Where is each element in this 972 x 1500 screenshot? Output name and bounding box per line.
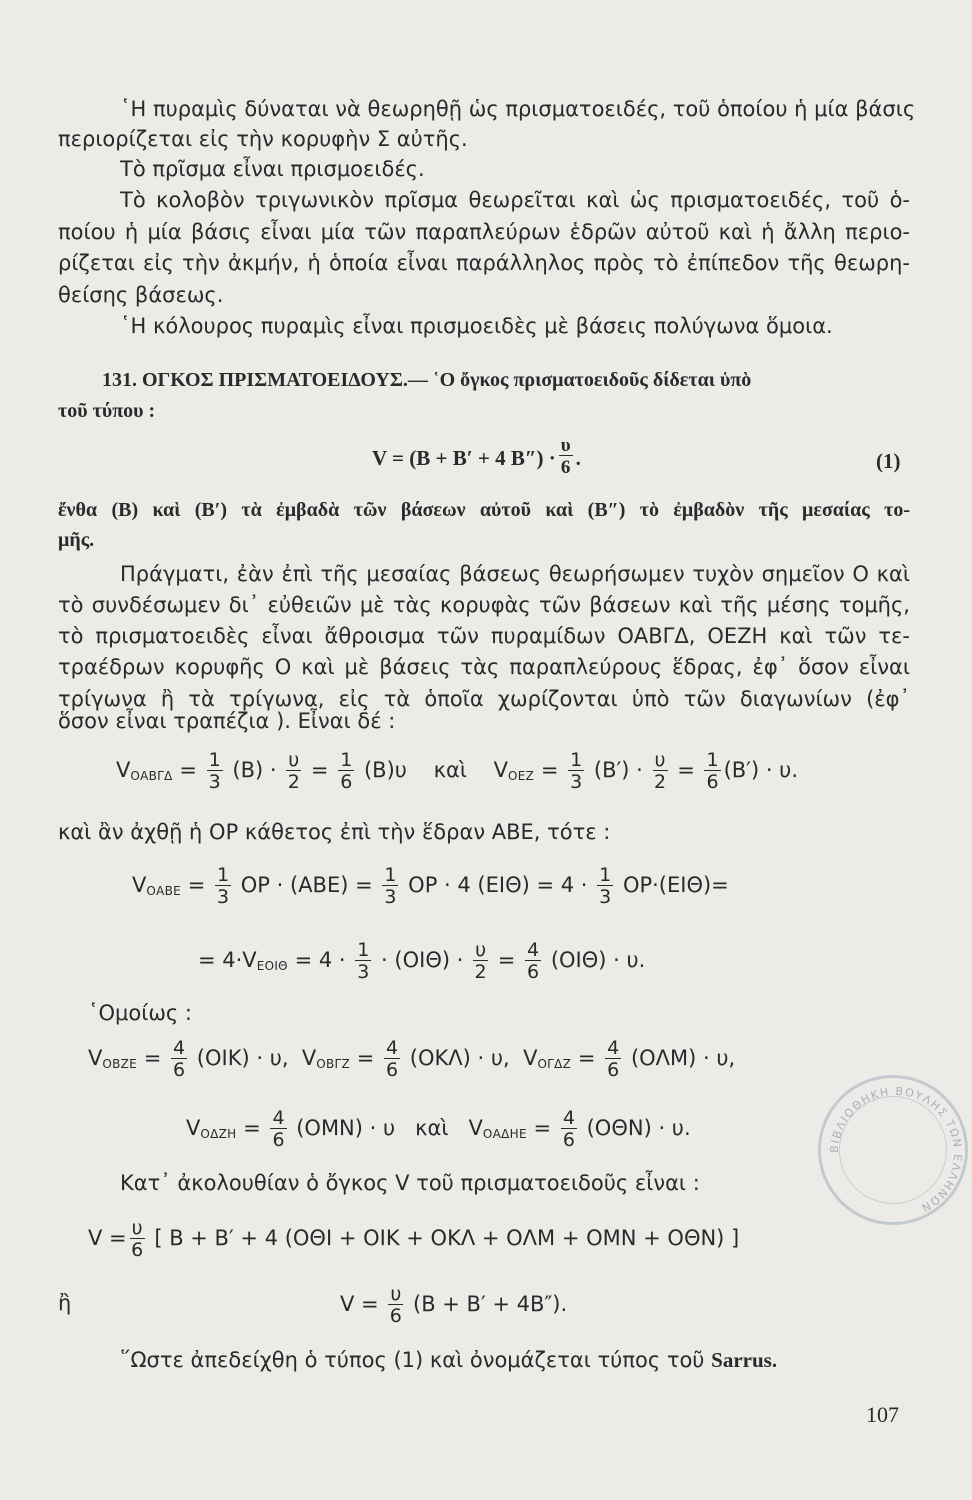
- library-stamp-text: [821, 1078, 971, 1228]
- equation-5: $V_{O\Delta ZH}$ = $\frac{4}{6}$ (ΟΜΝ) · υ καὶ $V_{OA\Delta HE}$ = $\frac{4}{6}$ (ΟΘΝ) · υ.: [186, 1106, 691, 1151]
- formula-label: (1): [876, 449, 901, 473]
- text-line: τὸ συνδέσωμεν δι᾿ εὐθειῶν μὲ τὰς κορυφὰς τῶν βάσεων καὶ τῆς μέσης τομῆς,: [58, 593, 910, 617]
- formula-lhs: V = (B + B′ + 4 B″) ·: [372, 446, 556, 470]
- prismatoid-formula: V = (B + B′ + 4 B″) · $\frac{\upsilon}{6}$ .: [372, 435, 581, 478]
- text-line: ποίου ἡ μία βάσις εἶναι μία τῶν παραπλεύρων ἑδρῶν αὐτοῦ καὶ ἡ ἄλλη περιο-: [58, 220, 910, 244]
- equation-7: V = $\frac{\upsilon}{6}$ (Β + Β′ + 4Β″).: [340, 1282, 568, 1327]
- section-heading: 131. ΟΓΚΟΣ ΠΡΙΣΜΑΤΟΕΙΔΟΥΣ.—: [102, 369, 428, 391]
- equation-4: $V_{OBZE}$ = $\frac{4}{6}$ (ΟΙΚ) · υ, $V_{OB\Gamma Z}$ = $\frac{4}{6}$ (ΟΚΛ) · υ, $V_{O\Gamma\Delta Z}$ = $\frac{4}{6}$ (ΟΛΜ) · υ,: [88, 1036, 736, 1081]
- sarrus-name: Sarrus.: [711, 1348, 778, 1372]
- text-line: Τὸ πρῖσμα εἶναι πρισμοειδές.: [120, 157, 425, 181]
- text-line: Τὸ κολοβὸν τριγωνικὸν πρῖσμα θεωρεῖται καὶ ὡς πρισματοειδές, τοῦ ὁ-: [120, 188, 910, 212]
- text-line: ῾Η πυραμὶς δύναται νὰ θεωρηθῇ ὡς πρισματοειδές, τοῦ ὁποίου ἡ μία βάσις: [120, 97, 916, 121]
- text-line: ῾Ομοίως :: [88, 1001, 193, 1025]
- text-line: καὶ ἂν ἀχθῇ ἡ ΟΡ κάθετος ἐπὶ τὴν ἕδραν ΑΒΕ, τότε :: [58, 820, 611, 844]
- text-line: ὅσον εἶναι τραπέζια ). Εἶναι δέ :: [58, 709, 396, 733]
- text-line: τραέδρων κορυφῆς Ο καὶ μὲ βάσεις τὰς παραπλεύρους ἕδρας, ἐφ᾿ ὅσον εἶναι: [58, 655, 910, 679]
- library-stamp: [818, 1075, 968, 1225]
- formula-denominator: 6: [560, 457, 571, 478]
- text-line: Κατ᾿ ἀκολουθίαν ὁ ὄγκος V τοῦ πρισματοειδοῦς εἶναι :: [120, 1171, 700, 1195]
- equation-1: $V_{OAB\Gamma\Delta}$ = $\frac{1}{3}$ (Β) · $\frac{\upsilon}{2}$ = $\frac{1}{6}$ (Β)υ καὶ $V_{OEZ}$ = $\frac{1}{3}$ (Β′) · $\frac{\upsilon}{2}$ = $\frac{1}{6}$ (Β′) · υ.: [116, 748, 798, 793]
- equation-3: = $4\cdot V_{EOI\Theta} = 4$ · $\frac{1}{3}$ · (ΟΙΘ) · $\frac{\upsilon}{2}$ = $\frac{4}{6}$ (ΟΙΘ) · υ.: [198, 938, 646, 983]
- formula-numerator: υ: [560, 435, 571, 456]
- text-line: ἔνθα (B) καὶ (B′) τὰ ἐμβαδὰ τῶν βάσεων αὐτοῦ καὶ (B″) τὸ ἐμβαδὸν τῆς μεσαίας το-: [58, 499, 910, 521]
- text-line: ρίζεται εἰς τὴν ἀκμήν, ἡ ὁποία εἶναι παράλληλος πρὸς τὸ ἐπίπεδον τῆς θεωρη-: [58, 251, 910, 275]
- text-line: Πράγματι, ἐὰν ἐπὶ τῆς μεσαίας βάσεως θεωρήσωμεν τυχὸν σημεῖον Ο καὶ: [120, 562, 910, 586]
- section-intro: ῾Ο ὄγκος πρισματοειδοῦς δίδεται ὑπὸ: [432, 369, 752, 391]
- text-line: τρίγωνα ἢ τὰ τρίγωνα, εἰς τὰ ὁποῖα χωρίζονται ὑπὸ τῶν διαγωνίων (ἐφ᾿: [58, 687, 910, 711]
- svg-text:ΒΙΒΛΙΟΘΗΚΗ ΒΟΥΛΗΣ ΤΩΝ ΕΛΛΗΝΩΝ: ΒΙΒΛΙΟΘΗΚΗ ΒΟΥΛΗΣ ΤΩΝ ΕΛΛΗΝΩΝ: [827, 1084, 965, 1215]
- section-heading-line: [102, 367, 751, 393]
- equation-6: V = $\frac{\upsilon}{6}$ [ Β + Β′ + 4 (ΟΘΙ + ΟΙΚ + ΟΚΛ + ΟΛΜ + ΟΜΝ + ΟΘΝ) ]: [88, 1216, 740, 1261]
- equation-2: $V_{OABE}$ = $\frac{1}{3}$ ΟΡ · (ΑΒΕ) = $\frac{1}{3}$ ΟΡ · 4 (ΕΙΘ) = 4 · $\frac{1}{3}$ ΟΡ·(ΕΙΘ)=: [132, 863, 729, 908]
- conclusion-line: ῞Ωστε ἀπεδείχθη ὁ τύπος (1) καὶ ὀνομάζεται τύπος τοῦ Sarrus.: [120, 1348, 778, 1372]
- page-number: 107: [866, 1402, 899, 1427]
- text-line: περιορίζεται εἰς τὴν κορυφὴν Σ αὐτῆς.: [58, 127, 468, 151]
- text-line: ἢ: [58, 1291, 72, 1315]
- section-intro-2: τοῦ τύπου :: [58, 400, 156, 422]
- text-line: θείσης βάσεως.: [58, 283, 224, 307]
- text-line: τὸ πρισματοειδὲς εἶναι ἄθροισμα τῶν πυραμίδων ΟΑΒΓΔ, ΟΕΖΗ καὶ τῶν τε-: [58, 624, 910, 648]
- text-line: μῆς.: [58, 529, 95, 551]
- text-line: ῾Η κόλουρος πυραμὶς εἶναι πρισμοειδὲς μὲ βάσεις πολύγωνα ὅμοια.: [120, 314, 833, 338]
